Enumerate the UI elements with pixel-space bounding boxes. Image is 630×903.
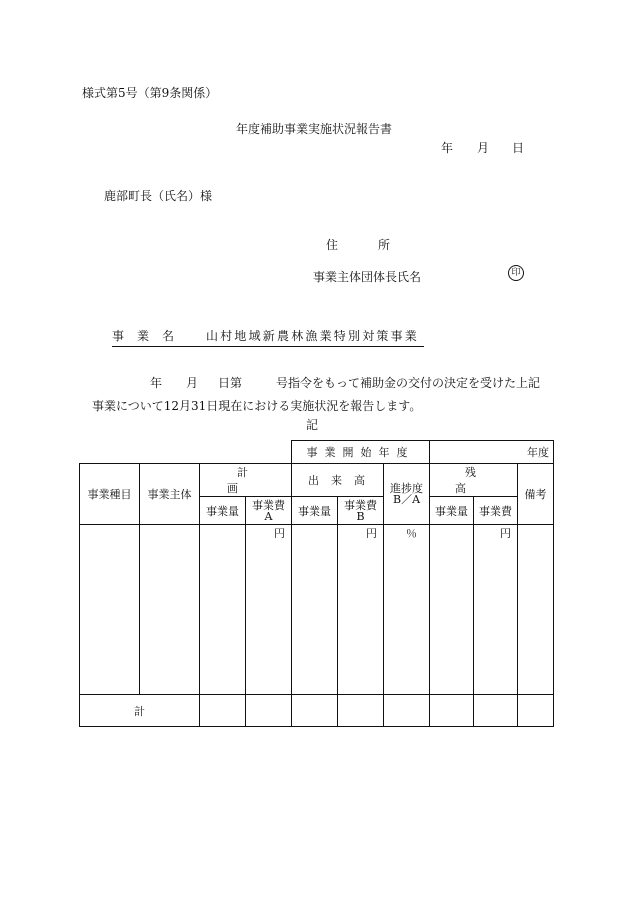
address-label-1: 住 [326, 238, 339, 252]
total-remaining-qty [430, 695, 474, 727]
total-remarks [518, 695, 554, 727]
total-progress [384, 695, 430, 727]
data-cell-done-qty [292, 525, 338, 695]
data-cell-remaining-cost: 円 [474, 525, 518, 695]
address-label [326, 236, 390, 253]
remaining-qty-header: 事業量 [430, 497, 474, 525]
form-number: 様式第5号（第9条関係） [82, 86, 218, 100]
data-cell-remarks [518, 525, 554, 695]
body-month: 月 [186, 376, 199, 390]
remarks-header: 備考 [518, 464, 554, 525]
col-entity-header: 事業主体 [140, 464, 200, 525]
progress-header: 進捗度 B／A [384, 464, 430, 525]
total-done-cost [338, 695, 384, 727]
data-cell-progress: ％ [384, 525, 430, 695]
data-cell-entity [140, 525, 200, 695]
project-label: 事業名 [112, 329, 188, 343]
total-remaining-cost [474, 695, 518, 727]
year-header: 年度 [430, 441, 554, 464]
body-line-1 [150, 374, 540, 391]
applicant-name-label: 事業主体団体長氏名 [313, 270, 422, 284]
data-cell-type [80, 525, 140, 695]
body-line-2: 事業について12月31日現在における実施状況を報告します。 [92, 399, 422, 413]
document-title: 年度補助事業実施状況報告書 [236, 122, 393, 136]
seal-mark: 印 [508, 265, 524, 281]
plan-cost-header: 事業費 A [246, 497, 292, 525]
project-line [112, 327, 424, 347]
addressee: 鹿部町長（氏名）様 [104, 189, 213, 203]
remaining-header: 残高 [430, 464, 518, 497]
project-name: 山村地域新農林漁業特別対策事業 [206, 329, 420, 343]
ki-heading: 記 [306, 418, 319, 432]
total-plan-qty [200, 695, 246, 727]
address-label-2: 所 [378, 238, 391, 252]
body-year: 年 [150, 376, 163, 390]
data-cell-remaining-qty [430, 525, 474, 695]
start-year-header: 事業開始年度 [292, 441, 430, 464]
total-plan-cost [246, 695, 292, 727]
col-type-header: 事業種目 [80, 464, 140, 525]
date-year: 年 [441, 141, 454, 155]
report-table [79, 440, 554, 727]
body-rest: 号指令をもって補助金の交付の決定を受けた上記 [276, 376, 541, 390]
total-done-qty [292, 695, 338, 727]
done-header: 出来高 [292, 464, 384, 497]
done-qty-header: 事業量 [292, 497, 338, 525]
plan-qty-header: 事業量 [200, 497, 246, 525]
data-cell-plan-qty [200, 525, 246, 695]
date-month: 月 [477, 141, 490, 155]
done-cost-header: 事業費 B [338, 497, 384, 525]
data-cell-plan-cost: 円 [246, 525, 292, 695]
date-day: 日 [512, 141, 525, 155]
body-day: 日第 [218, 376, 243, 390]
total-label: 計 [80, 695, 200, 727]
data-cell-done-cost: 円 [338, 525, 384, 695]
plan-header: 計画 [200, 464, 292, 497]
remaining-cost-header: 事業費 [474, 497, 518, 525]
